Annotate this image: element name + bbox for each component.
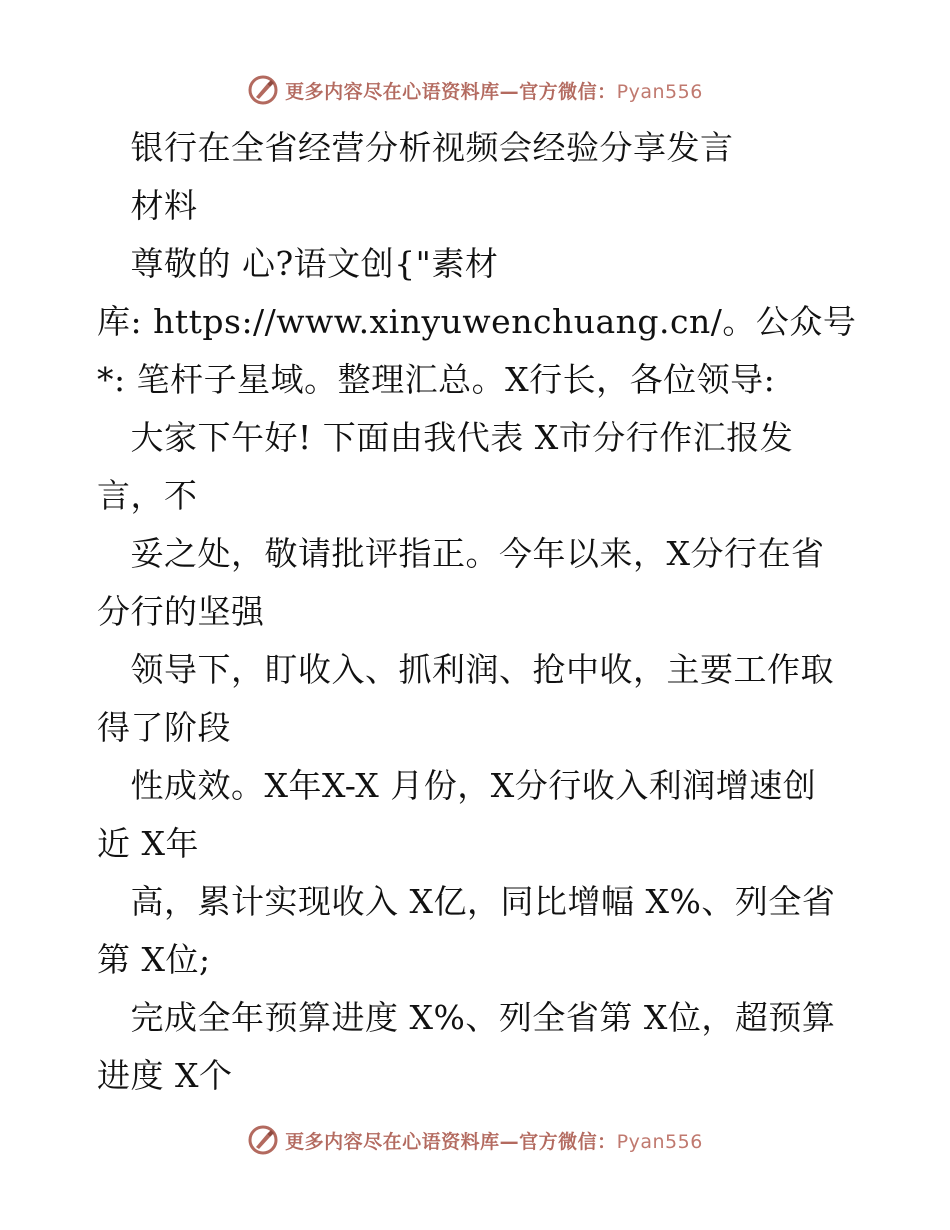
watermark-banner-bottom xyxy=(0,1120,950,1160)
watermark-text: 更多内容尽在心语资料库—官方微信：Pyan556 xyxy=(285,80,703,103)
text-line: 得了阶段 xyxy=(97,708,231,747)
text-line: 分行的坚强 xyxy=(97,592,265,631)
text-line: 材料 xyxy=(97,186,198,225)
text-line: 完成全年预算进度 X%、列全省第 X位，超预算 xyxy=(97,998,836,1037)
text-line: 进度 X个 xyxy=(97,1056,233,1095)
watermark-text: 更多内容尽在心语资料库—官方微信：Pyan556 xyxy=(285,1130,703,1153)
pen-logo-icon xyxy=(247,1124,279,1156)
text-line: *: 笔杆子星域。整理汇总。X行长，各位领导: xyxy=(97,360,776,399)
text-line: 库: https://www.xinyuwenchuang.cn/。公众号 xyxy=(97,302,857,341)
text-line: 尊敬的 心?语文创{"素材 xyxy=(97,244,499,283)
text-line: 大家下午好! 下面由我代表 X市分行作汇报发 xyxy=(97,418,794,457)
text-line: 近 X年 xyxy=(97,824,199,863)
text-line: 言，不 xyxy=(97,476,198,515)
text-line: 妥之处，敬请批评指正。今年以来，X分行在省 xyxy=(97,534,825,573)
text-line: 第 X位; xyxy=(97,940,211,979)
watermark-handle: Pyan556 xyxy=(616,1130,703,1153)
text-line: 性成效。X年X-X 月份，X分行收入利润增速创 xyxy=(97,766,817,805)
text-line: 高，累计实现收入 X亿，同比增幅 X%、列全省 xyxy=(97,882,836,921)
watermark-handle: Pyan556 xyxy=(616,80,703,103)
text-line: 银行在全省经营分析视频会经验分享发言 xyxy=(97,128,734,167)
text-line: 领导下，盯收入、抓利润、抢中收，主要工作取 xyxy=(97,650,834,689)
